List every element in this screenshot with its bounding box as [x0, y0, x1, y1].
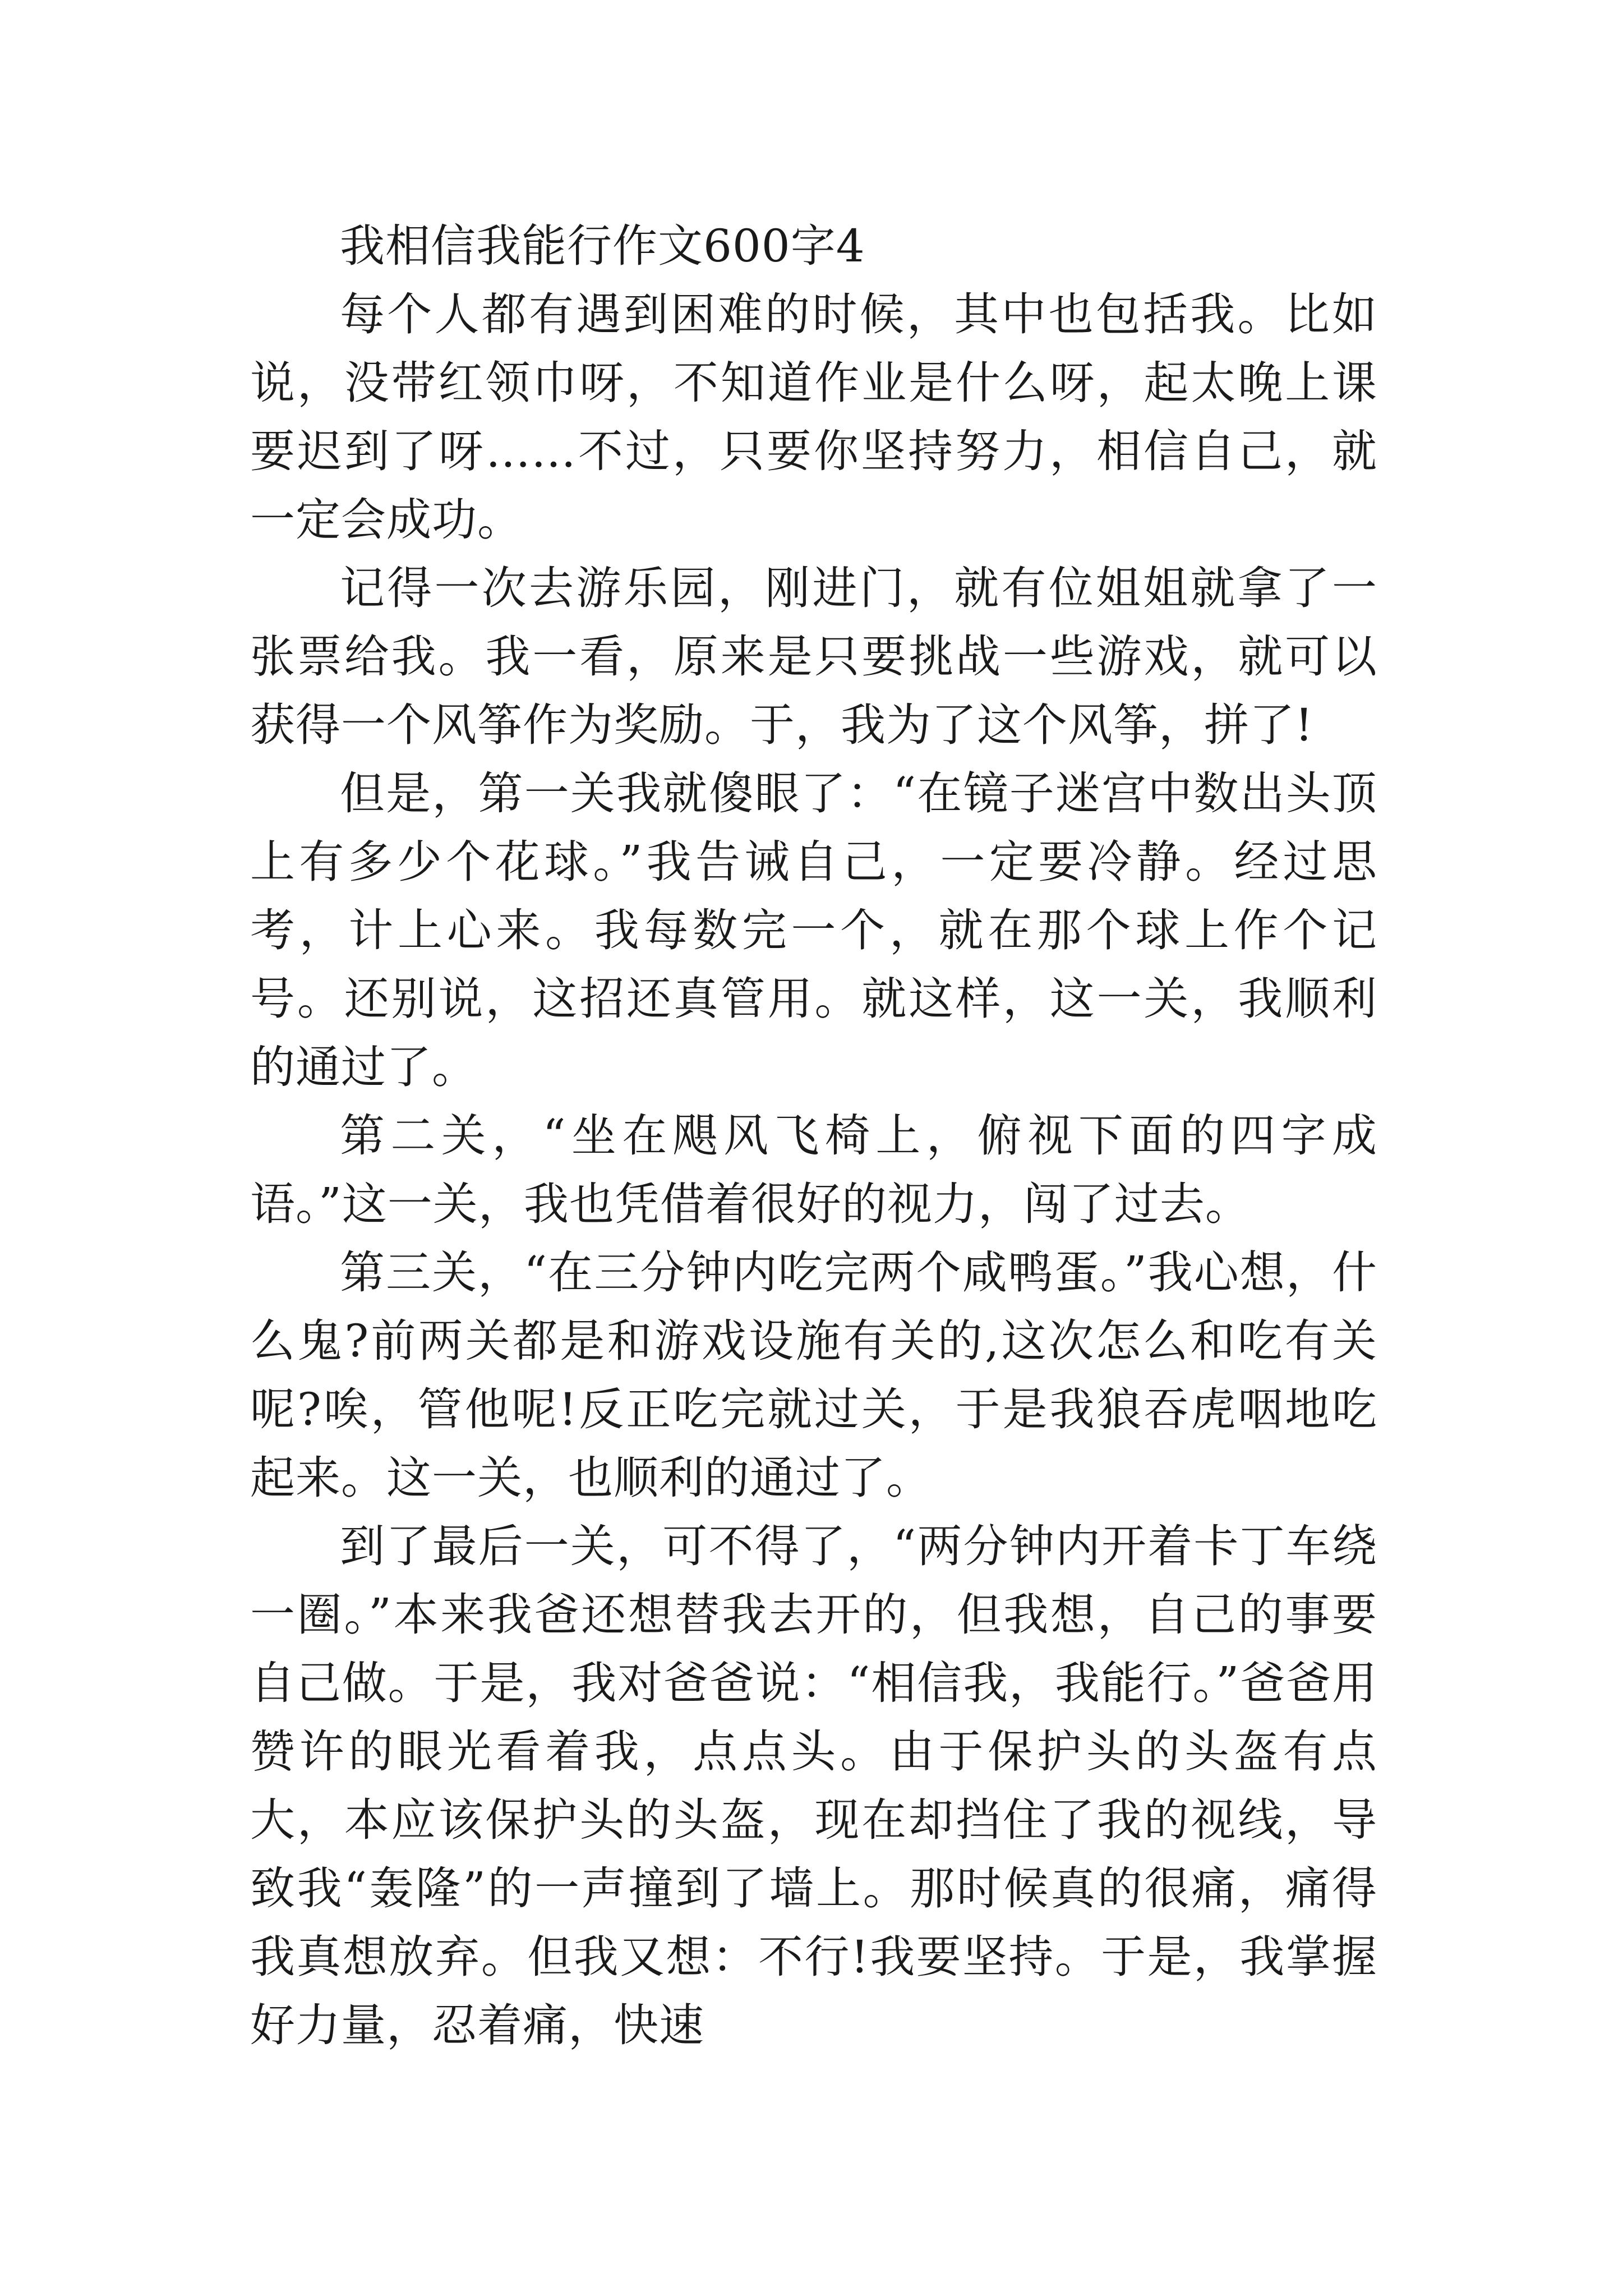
paragraph-3: 但是，第一关我就傻眼了：“在镜子迷宫中数出头顶上有多少个花球。”我告诫自己，一定要冷静。经过思考，计上心来。我每数完一个，就在那个球上作个记号。还别说，这招还真管用。就这样，这一关，我顺利的通过了。: [250, 767, 1377, 1093]
paragraph-2: 记得一次去游乐园，刚进门，就有位姐姐就拿了一张票给我。我一看，原来是只要挑战一些游戏，就可以获得一个风筝作为奖励。于，我为了这个风筝，拼了!: [250, 562, 1377, 751]
paragraph-5: 第三关，“在三分钟内吃完两个咸鸭蛋。”我心想，什么鬼?前两关都是和游戏设施有关的,这次怎么和吃有关呢?唉，管他呢!反正吃完就过关，于是我狼吞虎咽地吃起来。这一关，也顺利的通过了。: [250, 1246, 1377, 1504]
paragraph-4: 第二关，“坐在飓风飞椅上，俯视下面的四字成语。”这一关，我也凭借着很好的视力，闯了过去。: [250, 1110, 1377, 1230]
paragraph-6: 到了最后一关，可不得了，“两分钟内开着卡丁车绕一圈。”本来我爸还想替我去开的，但我想，自己的事要自己做。于是，我对爸爸说：“相信我，我能行。”爸爸用赞许的眼光看着我，点点头。由于保护头的头盔有点大，本应该保护头的头盔，现在却挡住了我的视线，导致我“轰隆”的一声撞到了墙上。那时候真的很痛，痛得我真想放弃。但我又想：不行!我要坚持。于是，我掌握好力量，忍着痛，快速: [250, 1520, 1377, 2051]
paragraph-1: 每个人都有遇到困难的时候，其中也包括我。比如说，没带红领巾呀，不知道作业是什么呀，起太晚上课要迟到了呀……不过，只要你坚持努力，相信自己，就一定会成功。: [250, 288, 1377, 546]
essay-title: 我相信我能行作文600字4: [340, 220, 865, 272]
document-body: [250, 212, 1377, 2060]
